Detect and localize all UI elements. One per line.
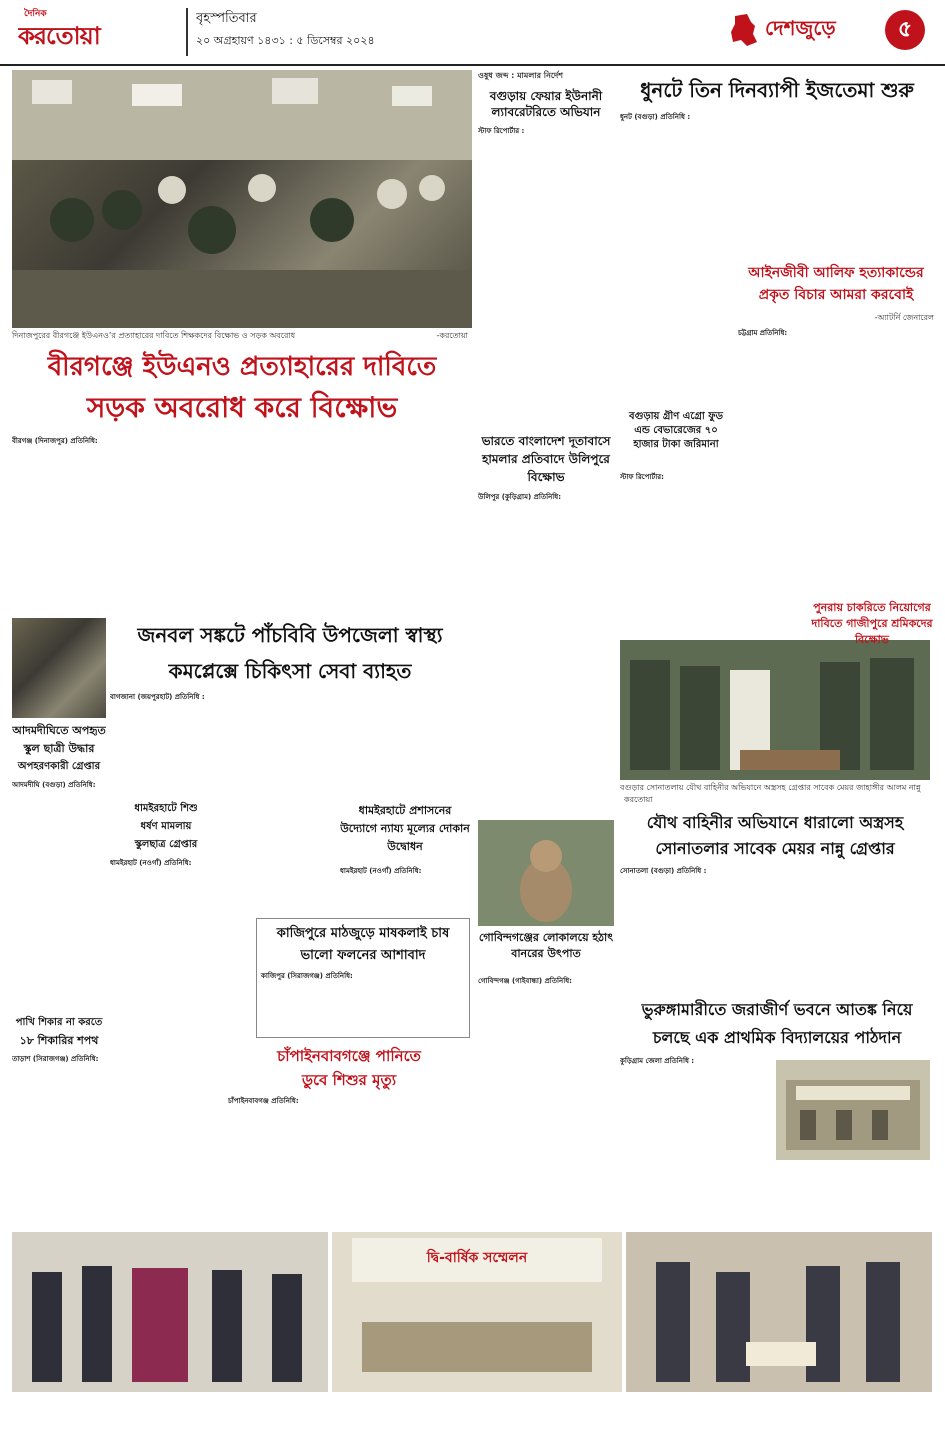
student-headline-line2: স্কুল ছাত্রী উদ্ধার: [23, 742, 95, 755]
market-dateline: ধামইরহাট (নওগাঁ) প্রতিনিধি:: [340, 867, 422, 875]
monkey-dateline: গোবিন্দগঞ্জ (গাইবান্ধা) প্রতিনিধি:: [478, 977, 572, 985]
lead-photo: [12, 70, 472, 328]
lead-dateline: বীরগঞ্জ (দিনাজপুর) প্রতিনিধি:: [12, 437, 98, 445]
india-headline: ভারতে বাংলাদেশ দূতাবাসে হামলার প্রতিবাদে উলিপুরে বিক্ষোভ: [481, 434, 611, 484]
ijtema-headline: ধুনটে তিন দিনব্যাপী ইজতেমা শুরু: [640, 78, 914, 102]
alif-body: [738, 328, 934, 578]
green-agro-headline: বগুড়ায় গ্রীণ এগ্রো ফুড এন্ড বেভারেজের ৭০ হাজার টাকা জরিমানা: [629, 411, 723, 450]
student-body: [12, 780, 106, 1010]
crowd-illustration: [12, 70, 472, 328]
health-headline-line2: কমপ্লেক্সে চিকিৎসা সেবা ব্যাহত: [168, 659, 412, 683]
student-headline-line3: অপহরণকারী গ্রেপ্তার: [17, 761, 101, 772]
arms-photo-credit: করতোয়া: [624, 795, 653, 804]
student-headline-line1: আদমদীঘিতে অপহৃত: [12, 724, 106, 737]
date: ২০ অগ্রহায়ণ ১৪৩১ : ৫ ডিসেম্বর ২০২৪: [196, 34, 375, 47]
lentil-headline-line1: কাজিপুরে মাঠজুড়ে মাষকলাই চাষ: [276, 926, 450, 941]
lentil-headline-line2: ভালো ফলনের আশাবাদ: [300, 948, 426, 963]
cake-cutting-illustration: [626, 1232, 932, 1392]
alif-byline: -অ্যাটর্নি জেনারেল: [874, 313, 934, 322]
lead-photo-credit: -করতোয়া: [436, 331, 468, 340]
section-name: দেশজুড়ে: [765, 16, 836, 40]
ijtema-dateline: ধুনট (বগুড়া) প্রতিনিধি :: [620, 113, 691, 121]
child-arrest-headline-line1: ধামইরহাটে শিশু: [134, 803, 198, 814]
arms-dateline: সোনাতলা (বগুড়া) প্রতিনিধি :: [620, 867, 707, 875]
monkey-illustration: [478, 820, 614, 926]
student-photo: [12, 618, 106, 718]
middle-banner-text: দ্বি-বার্ষিক সম্মেলন: [426, 1250, 528, 1266]
monkey-body: [478, 976, 614, 1086]
section-header: [725, 4, 925, 60]
lead-headline-line1: বীরগঞ্জে ইউএনও প্রত্যাহারের দাবিতে: [47, 352, 437, 382]
lentil-box: [256, 918, 470, 1038]
green-agro-body: [620, 472, 732, 632]
lead-photo-caption-row: [12, 330, 472, 344]
alif-dateline: চট্টগ্রাম প্রতিনিধি:: [738, 329, 788, 337]
drown-dateline: চাঁপাইনবাবগঞ্জ প্রতিনিধি:: [228, 1097, 299, 1105]
ijtema-body: [620, 112, 934, 252]
bird-body: [12, 1054, 106, 1214]
market-headline: ধামইরহাটে প্রশাসনের উদ্যোগে ন্যায্য মূল্যের দোকান উদ্বোধন: [340, 804, 470, 853]
arms-photo-caption-row: [620, 782, 930, 806]
lead-body: [12, 436, 472, 606]
alif-headline: আইনজীবী আলিফ হত্যাকান্ডের প্রকৃত বিচার আমরা করবোই: [748, 265, 924, 303]
drown-body: [228, 1096, 470, 1226]
school-headline-line2: চলছে এক প্রাথমিক বিদ্যালয়ের পাঠদান: [652, 1028, 902, 1047]
bottom-right-photo: [626, 1232, 932, 1392]
masthead-divider: [186, 8, 188, 56]
child-arrest-headline-line2: ধর্ষণ মামলায়: [140, 821, 192, 832]
arms-photo: [620, 640, 930, 780]
health-body: [110, 692, 470, 792]
gazipur-headline: পুনরায় চাকরিতে নিয়োগের দাবিতে গাজীপুরে শ্রমিকদের বিক্ষোভ: [811, 601, 933, 646]
school-photo: [776, 1060, 930, 1160]
ferrier-story: [478, 70, 614, 420]
bangladesh-map-icon: [725, 12, 761, 48]
bird-headline-line1: পাখি শিকার না করতে: [15, 1017, 103, 1028]
ferrier-headline: বগুড়ায় ফেয়ার ইউনানী ল্যাবরেটরিতে অভিযান: [489, 89, 603, 119]
child-arrest-dateline: ধামইরহাট (নওগাঁ) প্রতিনিধি:: [110, 859, 192, 867]
drown-headline-line1: চাঁপাইনবাবগঞ্জে পানিতে: [277, 1047, 421, 1065]
bottom-captions: [12, 1396, 932, 1446]
logo-name: করতোয়া: [18, 22, 100, 50]
ribbon-cutting-illustration: [12, 1232, 328, 1392]
school-headline-line1: ভুরুঙ্গামারীতে জরাজীর্ণ ভবনে আতঙ্ক নিয়ে: [641, 1000, 913, 1019]
school-illustration: [776, 1060, 930, 1160]
arms-photo-caption: বগুড়ার সোনাতলায় যৌথ বাহিনীর অভিযানে অস্ত্রসহ গ্রেপ্তার সাবেক মেয়র জাহাঙ্গীর আলম নান্নু: [620, 783, 921, 792]
ferrier-dateline: স্টাফ রিপোর্টার :: [478, 127, 525, 135]
bird-headline-line2: ১৮ শিকারির শপথ: [19, 1034, 99, 1047]
arms-headline-line1: যৌথ বাহিনীর অভিযানে ধারালো অস্ত্রসহ: [646, 813, 904, 832]
bird-dateline: তাড়াশ (সিরাজগঞ্জ) প্রতিনিধি:: [12, 1055, 99, 1063]
monkey-headline: গোবিন্দগঞ্জের লোকালয়ে হঠাৎ বানরের উৎপাত: [478, 931, 614, 960]
lead-photo-caption: দিনাজপুরের বীরগঞ্জে ইউএনও’র প্রত্যাহারের দাবিতে শিক্ষকদের বিক্ষোভ ও সড়ক অবরোধ: [12, 331, 296, 340]
health-headline-line1: জনবল সঙ্কটে পাঁচবিবি উপজেলা স্বাস্থ্য: [137, 623, 443, 647]
school-dateline: কুড়িগ্রাম জেলা প্রতিনিধি :: [620, 1057, 695, 1065]
child-arrest-body: [110, 858, 222, 1058]
ferrier-kicker: ওষুধ জব্দ : মামলার নির্দেশ: [478, 71, 563, 80]
arms-headline-line2: সোনাতলার সাবেক মেয়র নান্নু গ্রেপ্তার: [655, 839, 895, 858]
page-number: ৫: [885, 10, 925, 50]
arms-illustration: [620, 640, 930, 780]
newspaper-logo: [18, 6, 168, 58]
health-dateline: বাগজানা (জয়পুরহাট) প্রতিনিধি :: [110, 693, 205, 701]
school-body: [620, 1056, 770, 1226]
lead-headline-line2: সড়ক অবরোধ করে বিক্ষোভ: [86, 391, 398, 424]
weekday: বৃহস্পতিবার: [196, 11, 257, 26]
india-dateline: উলিপুর (কুড়িগ্রাম) প্রতিনিধি:: [478, 493, 561, 501]
masthead: [0, 0, 945, 66]
student-dateline: আদমদীঘি (বগুড়া) প্রতিনিধি:: [12, 781, 96, 789]
india-body: [478, 492, 614, 812]
drown-headline-line2: ডুবে শিশুর মৃত্যু: [301, 1071, 397, 1089]
bottom-left-photo: [12, 1232, 328, 1392]
bottom-middle-photo: [332, 1232, 622, 1392]
child-arrest-headline-line3: স্কুলছাত্র গ্রেপ্তার: [134, 839, 198, 850]
masthead-dateline: [196, 8, 496, 52]
lentil-dateline: কাজিপুর (সিরাজগঞ্জ) প্রতিনিধি:: [261, 972, 353, 980]
logo-small-text: দৈনিক: [24, 9, 47, 19]
arms-body: [620, 866, 930, 986]
green-agro-dateline: স্টাফ রিপোর্টার:: [620, 473, 664, 481]
monkey-photo: [478, 820, 614, 926]
